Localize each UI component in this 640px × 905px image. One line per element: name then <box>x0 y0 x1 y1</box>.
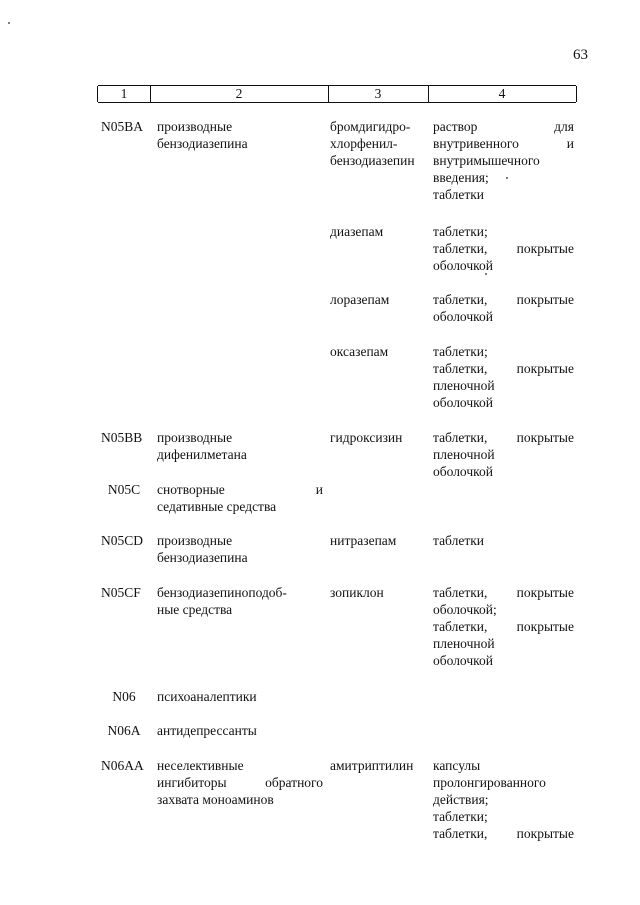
scan-speck <box>485 273 487 275</box>
group-name: антидепрессанты <box>157 723 257 738</box>
header-col-3: 3 <box>374 86 382 101</box>
dosage-form: таблетки, покрытые пленочной оболочкой <box>433 430 574 479</box>
scan-speck <box>506 177 508 179</box>
header-col-1: 1 <box>120 86 128 101</box>
header-col-2: 2 <box>235 86 243 101</box>
dosage-form: капсулы пролонгированного действия; таблетки; таблетки, покрытые <box>433 758 574 841</box>
group-name: производные дифенилметана <box>157 430 247 462</box>
dosage-form: таблетки <box>433 533 485 548</box>
atc-code: N05BB <box>101 430 143 445</box>
drug-name: лоразепам <box>330 292 390 307</box>
dosage-form: таблетки, покрытые оболочкой <box>433 292 574 324</box>
group-name: неселективные ингибиторы обратного захвата моноаминов <box>157 758 323 807</box>
atc-code: N05CF <box>101 585 141 600</box>
drug-name: амитриптилин <box>330 758 414 773</box>
dosage-form: таблетки; таблетки, покрытые пленочной оболочкой <box>433 344 574 410</box>
drug-name: гидроксизин <box>330 430 403 445</box>
group-name: производные бензодиазепина <box>157 119 248 151</box>
drug-name: нитразепам <box>330 533 397 548</box>
group-name: психоаналептики <box>157 689 257 704</box>
atc-code: N06 <box>112 689 136 704</box>
dosage-form: таблетки; таблетки, покрытые оболочкой <box>433 224 574 273</box>
page-number: 63 <box>573 47 588 63</box>
drug-name: диазепам <box>330 224 384 239</box>
header-col-4: 4 <box>498 86 506 101</box>
atc-code: N05CD <box>101 533 144 548</box>
scan-speck <box>8 22 10 24</box>
atc-code: N06AA <box>101 758 144 773</box>
group-name: производные бензодиазепина <box>157 533 248 565</box>
table-header-row <box>98 85 576 103</box>
atc-code: N05C <box>107 482 141 497</box>
dosage-form: таблетки, покрытые оболочкой; таблетки, покрытые пленочной оболочкой <box>433 585 574 668</box>
atc-code: N06A <box>107 723 141 738</box>
group-name: снотворные и седативные средства <box>157 482 323 514</box>
drug-name: бромдигидро- хлорфенил- бензодиазепин <box>330 119 415 168</box>
drug-name: оксазепам <box>330 344 389 359</box>
dosage-form: раствор для внутривенного и внутримышечного введения; таблетки <box>433 119 574 202</box>
atc-code: N05BA <box>101 119 144 134</box>
group-name: бензодиазепиноподоб- ные средства <box>157 585 287 617</box>
drug-name: зопиклон <box>330 585 384 600</box>
